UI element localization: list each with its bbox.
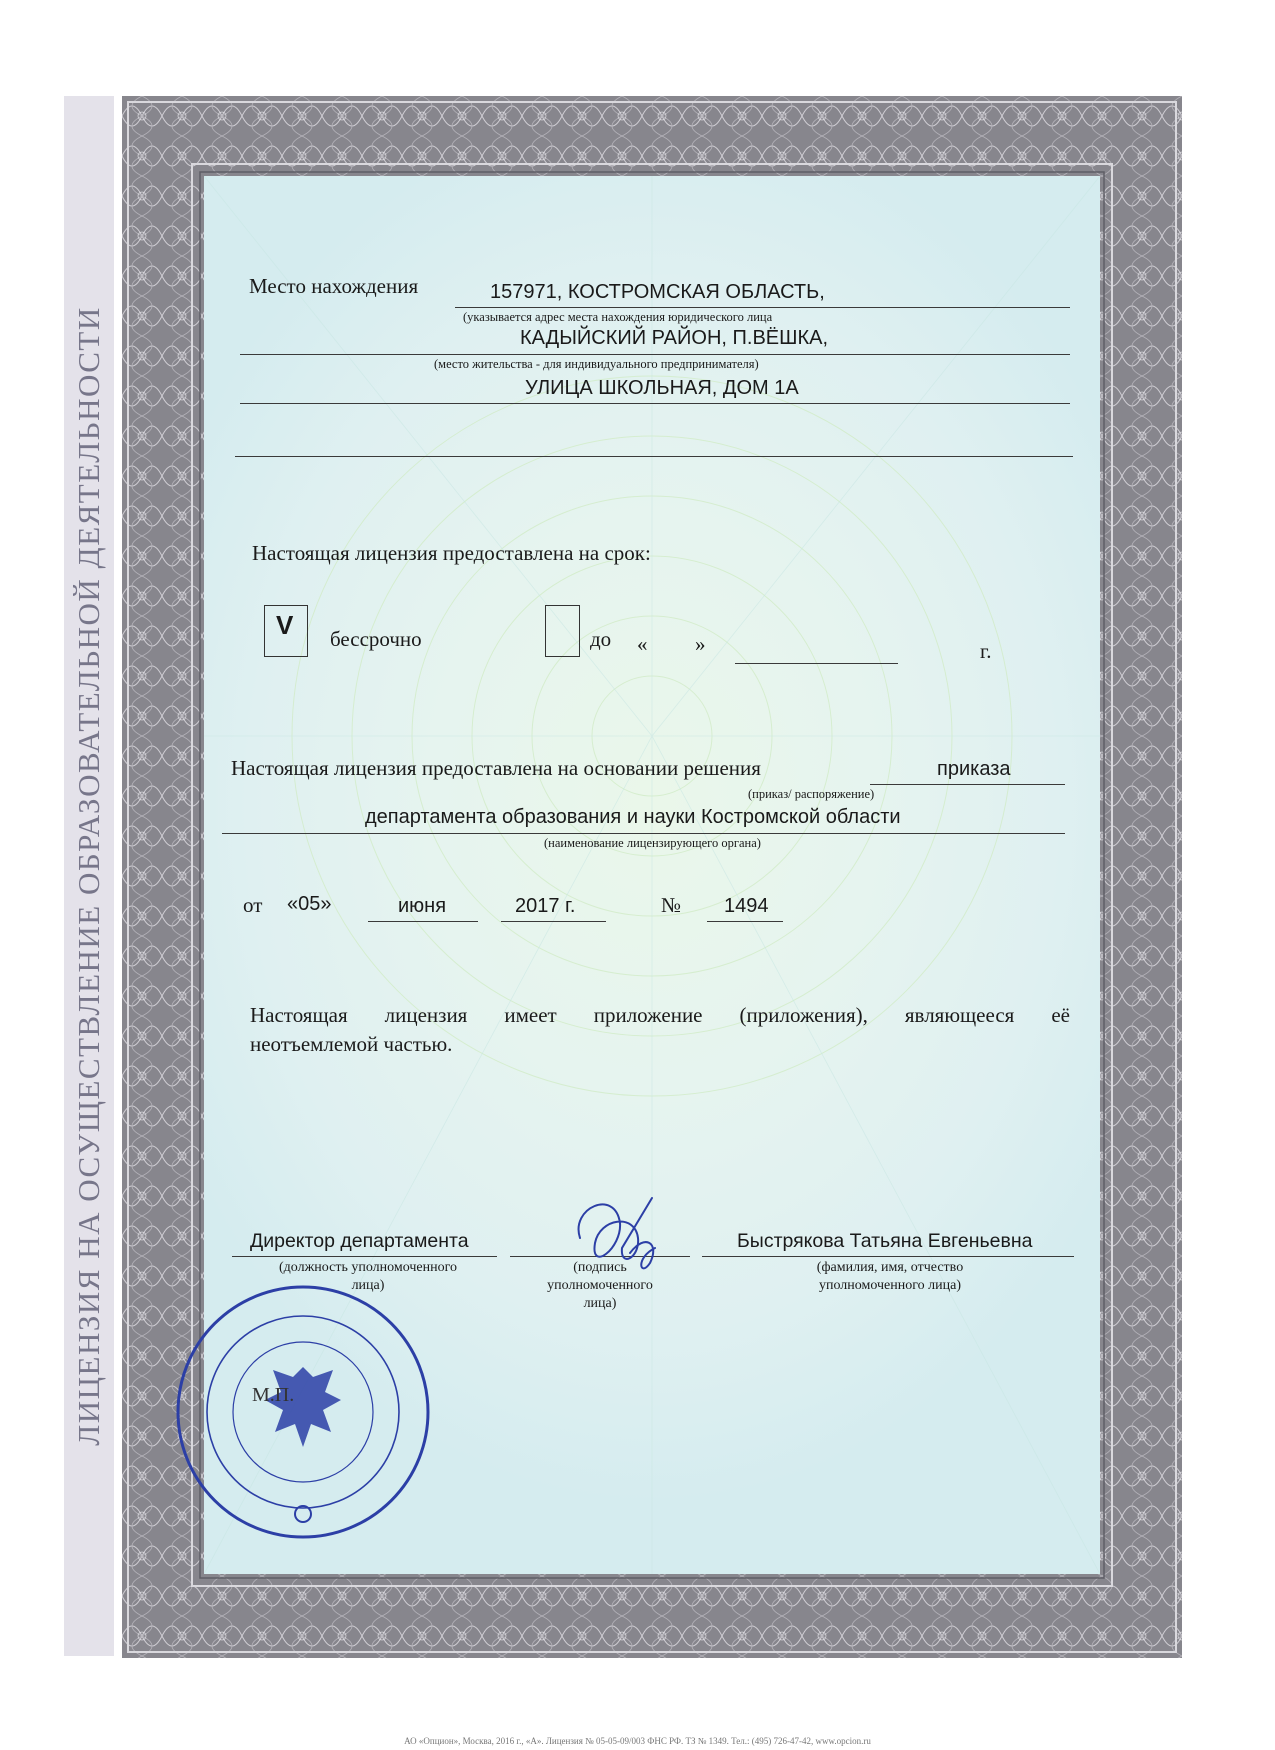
- signature-hint-3: лица): [583, 1296, 617, 1311]
- position-underline: [232, 1256, 497, 1257]
- address-label: Место нахождения: [249, 274, 419, 298]
- until-label: до: [590, 627, 612, 651]
- quote-close: »: [695, 632, 706, 656]
- decision-day: «05»: [287, 893, 332, 915]
- authority-underline: [222, 833, 1065, 834]
- decision-type: приказа: [937, 758, 1011, 780]
- address-line-2: КАДЫЙСКИЙ РАЙОН, П.ВЁШКА,: [520, 327, 829, 349]
- decision-number: 1494: [724, 895, 769, 917]
- address-underline-2: [240, 354, 1070, 355]
- position-hint-1: (должность уполномоченного: [279, 1260, 457, 1275]
- indefinite-label: бессрочно: [330, 627, 422, 651]
- decision-type-underline: [870, 784, 1065, 785]
- seal-place-label: М.П.: [252, 1384, 295, 1406]
- license-side-title: ЛИЦЕНЗИЯ НА ОСУЩЕСТВЛЕНИЕ ОБРАЗОВАТЕЛЬНОЙ ДЕЯТЕЛЬНОСТИ: [71, 306, 106, 1446]
- address-underline-1: [455, 307, 1070, 308]
- until-date-underline: [735, 663, 898, 664]
- name-hint-1: (фамилия, имя, отчество: [816, 1260, 964, 1275]
- address-line-1: 157971, КОСТРОМСКАЯ ОБЛАСТЬ,: [490, 281, 825, 303]
- authority-hint: (наименование лицензирующего органа): [544, 836, 761, 850]
- licensing-authority: департамента образования и науки Костромской области: [365, 806, 901, 828]
- number-sign: №: [661, 893, 682, 917]
- eagle-emblem-icon: [265, 1367, 341, 1447]
- printer-footer: АО «Опцион», Москва, 2016 г., «А». Лицензия № 05-05-09/003 ФНС РФ. ТЗ № 1349. Тел.: (495) 726-47-42, www.opcion.ru: [404, 1736, 871, 1746]
- handwritten-signature: [560, 1178, 710, 1298]
- signatory-name: Быстрякова Татьяна Евгеньевна: [737, 1230, 1033, 1252]
- address-underline-4: [235, 456, 1073, 457]
- appendix-text-line-1: Настоящая лицензия имеет приложение (приложения), являющееся её: [250, 1003, 1070, 1027]
- until-checkbox[interactable]: [545, 605, 580, 657]
- decision-month: июня: [398, 895, 447, 917]
- address-hint-2: (место жительства - для индивидуального предпринимателя): [434, 357, 759, 371]
- year-underline: [501, 921, 606, 922]
- signatory-position: Директор департамента: [250, 1230, 469, 1252]
- signature-hint-2: уполномоченного: [547, 1278, 653, 1293]
- appendix-text-line-2: неотъемлемой частью.: [250, 1032, 453, 1056]
- decision-type-hint: (приказ/ распоряжение): [748, 787, 875, 801]
- address-line-3: УЛИЦА ШКОЛЬНАЯ, ДОМ 1А: [525, 377, 799, 399]
- position-hint-2: лица): [351, 1278, 385, 1293]
- month-underline: [368, 921, 478, 922]
- official-stamp: [173, 1282, 433, 1542]
- basis-heading: Настоящая лицензия предоставлена на основании решения: [231, 756, 761, 780]
- address-hint-1: (указывается адрес места нахождения юридического лица: [463, 310, 773, 324]
- decision-year: 2017 г.: [515, 895, 576, 917]
- name-hint-2: уполномоченного лица): [819, 1278, 961, 1293]
- year-suffix: г.: [980, 639, 992, 663]
- signature-hint-1: (подпись: [573, 1260, 627, 1275]
- from-label: от: [243, 893, 263, 917]
- number-underline: [707, 921, 783, 922]
- term-heading: Настоящая лицензия предоставлена на срок:: [252, 541, 651, 565]
- name-underline: [702, 1256, 1074, 1257]
- quote-open: «: [637, 632, 648, 656]
- address-underline-3: [240, 403, 1070, 404]
- check-mark: V: [276, 610, 294, 640]
